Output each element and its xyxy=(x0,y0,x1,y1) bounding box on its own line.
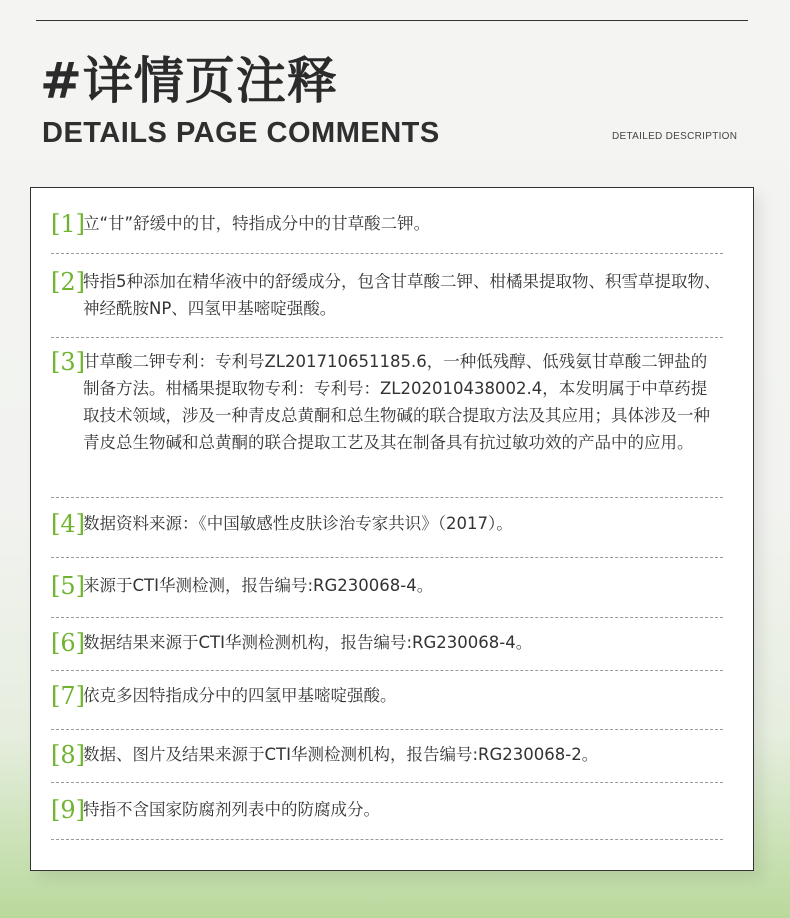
note-number: [7] xyxy=(51,682,85,710)
top-divider xyxy=(36,20,748,21)
note-text: 数据结果来源于CTI华测检测机构，报告编号:RG230068-4。 xyxy=(83,633,533,652)
note-item xyxy=(51,268,723,338)
note-item xyxy=(51,682,723,730)
note-number: [1] xyxy=(51,210,85,238)
note-number: [6] xyxy=(51,629,85,657)
note-item xyxy=(51,629,723,671)
note-number: [2] xyxy=(51,268,85,296)
note-text: 数据、图片及结果来源于CTI华测检测机构，报告编号:RG230068-2。 xyxy=(83,745,599,764)
notes-card xyxy=(30,187,754,871)
page-title: #详情页注释 xyxy=(40,52,338,110)
note-text: 特指不含国家防腐剂列表中的防腐成分。 xyxy=(83,800,380,819)
note-text: 甘草酸二钾专利：专利号ZL201710651185.6，一种低残醇、低残氨甘草酸二钾盐的制备方法。柑橘果提取物专利：专利号：ZL202010438002.4，本发明属于中草药提取技术领域，涉及一种青皮总黄酮和总生物碱的联合提取方法及其应用；具体涉及一种青皮总生物碱和总黄酮的联合提取工艺及其在制备具有抗过敏功效的产品中的应用。 xyxy=(83,352,710,452)
note-text: 来源于CTI华测检测，报告编号:RG230068-4。 xyxy=(83,576,434,595)
page-subtitle: DETAILS PAGE COMMENTS xyxy=(42,117,440,149)
description-label: DETAILED DESCRIPTION xyxy=(612,131,738,142)
note-number: [8] xyxy=(51,741,85,769)
note-number: [4] xyxy=(51,510,85,538)
note-text: 数据资料来源：《中国敏感性皮肤诊治专家共识》（2017）。 xyxy=(83,514,513,533)
note-item xyxy=(51,572,723,618)
note-item xyxy=(51,210,723,254)
note-number: [3] xyxy=(51,348,85,376)
note-item xyxy=(51,510,723,558)
note-text: 特指5种添加在精华液中的舒缓成分，包含甘草酸二钾、柑橘果提取物、积雪草提取物、神经酰胺NP、四氢甲基嘧啶强酸。 xyxy=(83,272,721,318)
note-number: [9] xyxy=(51,796,85,824)
note-number: [5] xyxy=(51,572,85,600)
note-text: 立“甘”舒缓中的甘，特指成分中的甘草酸二钾。 xyxy=(83,214,431,233)
note-item xyxy=(51,348,723,498)
note-item xyxy=(51,796,723,840)
note-item xyxy=(51,741,723,783)
note-text: 依克多因特指成分中的四氢甲基嘧啶强酸。 xyxy=(83,686,397,705)
